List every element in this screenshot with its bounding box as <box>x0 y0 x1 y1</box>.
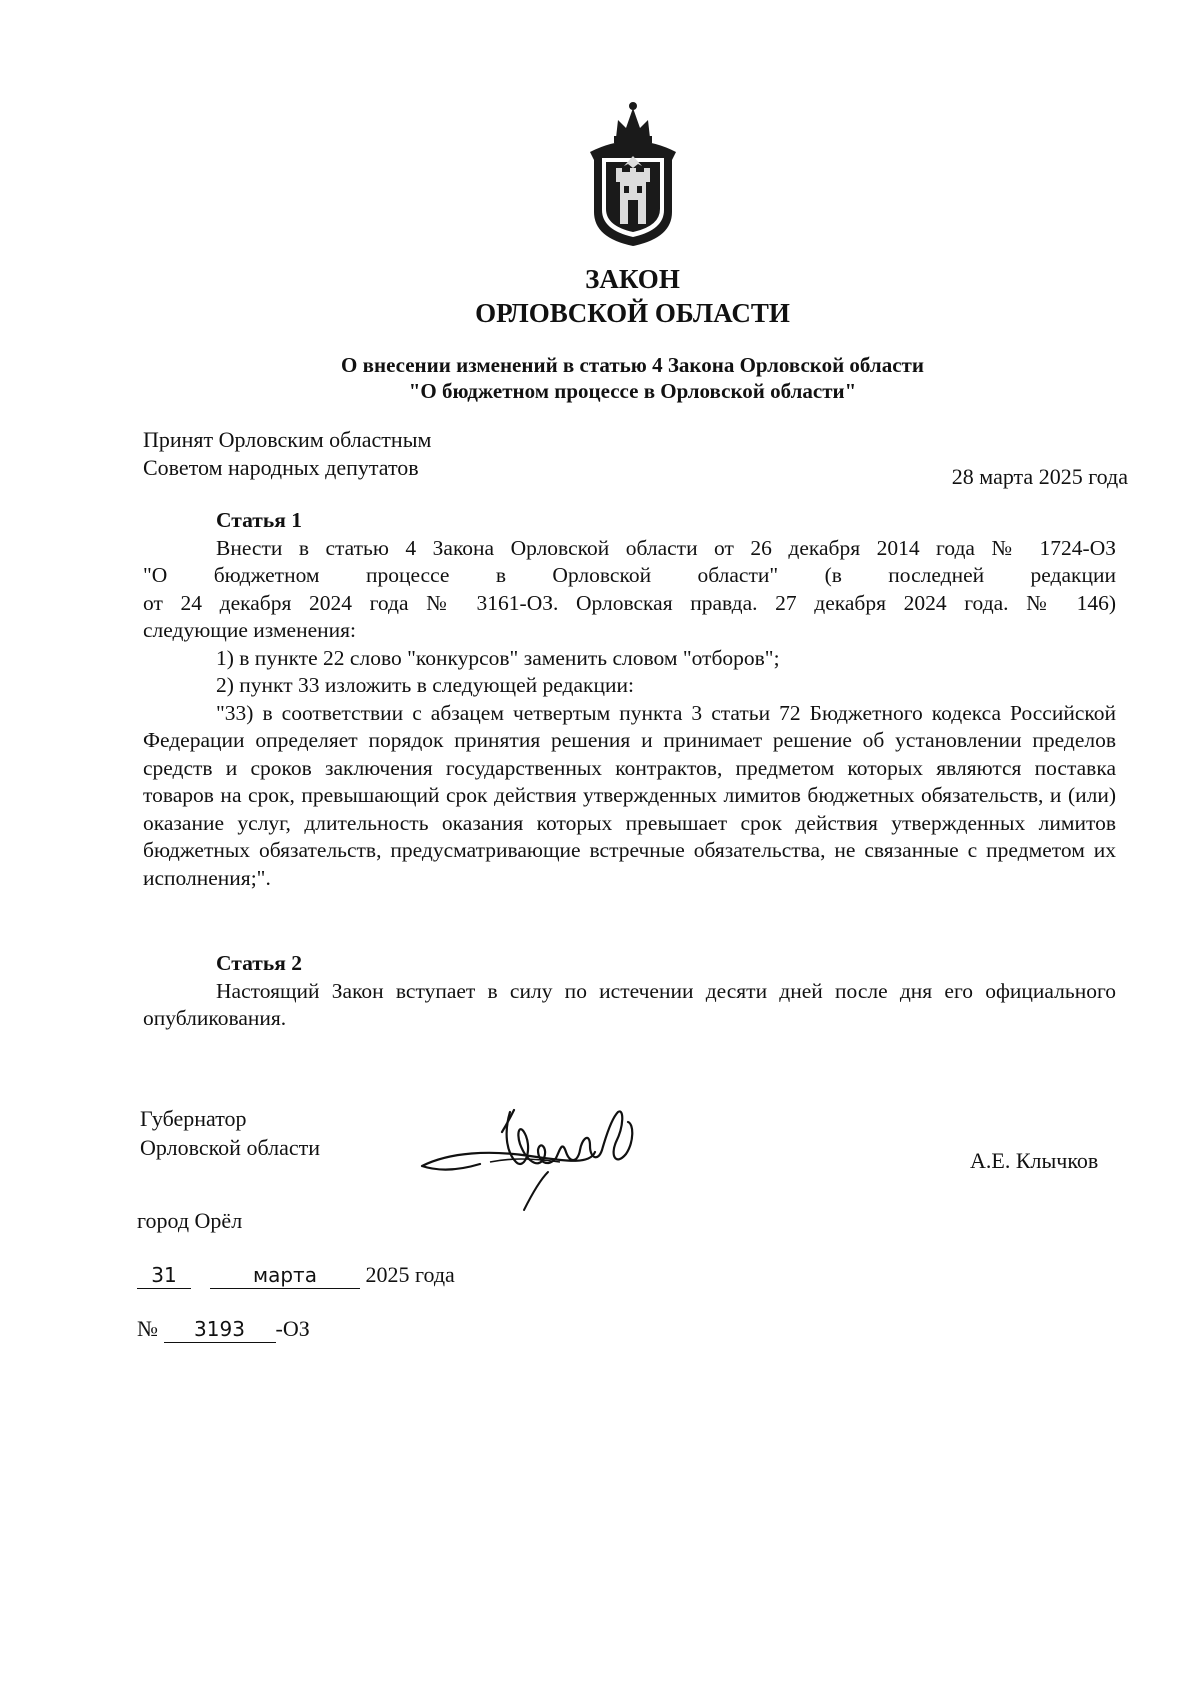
governor-title-line-1: Губернатор <box>140 1106 247 1131</box>
number-value: 3193 <box>164 1317 276 1343</box>
date-year: 2025 года <box>365 1262 455 1287</box>
article-1-intro-line-4: следующие изменения: <box>143 618 357 642</box>
handwritten-signature <box>420 1092 665 1220</box>
article-2 <box>143 950 1116 1033</box>
date-day: 31 <box>137 1263 191 1289</box>
article-2-text: Настоящий Закон вступает в силу по истечении десяти дней после дня его официального опубликования. <box>143 978 1116 1030</box>
law-number <box>137 1316 310 1343</box>
article-1-quote: "33) в соответствии с абзацем четвертым пункта 3 статьи 72 Бюджетного кодекса Российской Федерации определяет порядок принятия решения и принимает решение об установлении пределов средств и сроков заключения государственных контрактов, предметом которых являются поставка товаров на срок, превышающий срок действия утвержденных лимитов бюджетных обязательств, и (или) оказание услуг, длительность оказания которых превышает срок действия утвержденных лимитов бюджетных обязательств, предусматривающие встречные обязательства, не связанные с предметом их исполнения;". <box>143 700 1116 890</box>
law-title <box>0 262 1200 330</box>
adoption-info <box>143 426 431 482</box>
article-1 <box>143 507 1116 892</box>
article-1-intro-line-1: Внести в статью 4 Закона Орловской области от 26 декабря 2014 года № 1724-ОЗ <box>216 535 1116 560</box>
adoption-line-2: Советом народных депутатов <box>143 455 419 480</box>
date-month: марта <box>210 1263 360 1289</box>
governor-title <box>140 1104 320 1162</box>
article-1-intro-line-2: "О бюджетном процессе в Орловской области" (в последней редакции <box>143 563 1116 587</box>
article-1-intro-line-3: от 24 декабря 2024 года № 3161-ОЗ. Орловская правда. 27 декабря 2024 года. № 146) <box>143 590 1116 615</box>
number-label: № <box>137 1316 158 1341</box>
governor-name: А.Е. Клычков <box>970 1148 1099 1173</box>
subtitle-line-1: О внесении изменений в статью 4 Закона Орловской области <box>341 353 924 377</box>
article-2-heading: Статья 2 <box>216 951 302 975</box>
article-1-item-1: 1) в пункте 22 слово "конкурсов" заменить словом "отборов"; <box>216 645 780 670</box>
adoption-line-1: Принят Орловским областным <box>143 427 432 452</box>
law-subtitle <box>0 352 1200 404</box>
region-name: ОРЛОВСКОЙ ОБЛАСТИ <box>475 298 790 328</box>
adoption-date: 28 марта 2025 года <box>951 464 1128 489</box>
city: город Орёл <box>137 1208 243 1233</box>
governor-title-line-2: Орловской области <box>140 1135 320 1160</box>
article-1-heading: Статья 1 <box>216 508 302 532</box>
subtitle-line-2: "О бюджетном процессе в Орловской области" <box>408 379 857 403</box>
orel-oblast-coat-of-arms-icon <box>580 100 686 248</box>
article-1-item-2: 2) пункт 33 изложить в следующей редакции: <box>216 673 634 697</box>
signing-date <box>137 1262 455 1289</box>
number-suffix: -ОЗ <box>275 1316 310 1341</box>
law-word: ЗАКОН <box>585 264 680 294</box>
